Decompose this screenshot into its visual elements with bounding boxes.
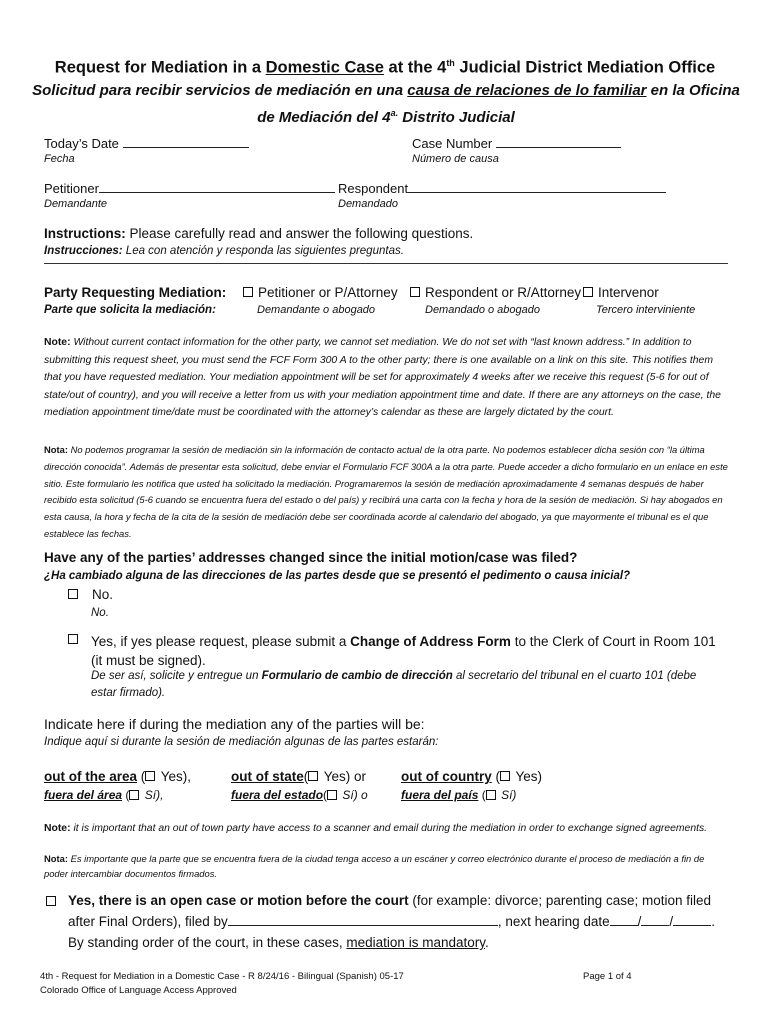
- address-question-es: ¿Ha cambiado alguna de las direcciones de las partes desde que se presentó el pedimento o causa inicial?: [44, 570, 631, 582]
- open-case-checkbox-wrap[interactable]: [46, 893, 61, 911]
- intervenor-checkbox[interactable]: [583, 287, 593, 297]
- note-out-of-town-es: Nota: Es importante que la parte que se encuentra fuera de la ciudad tenga acceso a un escáner y correo electrónico durante el proceso de mediación a fin de poder intercambiar documentos firmados.: [44, 853, 705, 879]
- out-of-state-option[interactable]: out of state( Yes) or: [231, 769, 367, 784]
- note-out-of-town: Note: it is important that an out of town party have access to a scanner and email during the mediation in order to exchange signed agreements.: [44, 823, 708, 834]
- petitioner-checkbox[interactable]: [243, 287, 253, 297]
- party-option-intervenor-es: Tercero interviniente: [596, 304, 696, 316]
- instructions: Instructions: Please carefully read and answer the following questions.: [44, 226, 474, 241]
- address-no-checkbox[interactable]: [68, 589, 78, 599]
- respondent-line[interactable]: [408, 180, 666, 193]
- page-title: Request for Mediation in a Domestic Case at the 4th Judicial District Mediation Office: [54, 58, 716, 77]
- case-number-field[interactable]: Case Number: [412, 135, 621, 151]
- petitioner-field[interactable]: Petitioner: [44, 180, 335, 196]
- filed-by-line[interactable]: [228, 913, 498, 926]
- page-title-spanish: Solicitud para recibir servicios de mediación en una causa de relaciones de lo familiar en la Oficina de Mediación del $4^{a.}$ Distrito Judicial: [32, 82, 740, 126]
- hearing-year-line[interactable]: [673, 913, 711, 926]
- out-of-state-option-es: fuera del estado( Sí) o: [231, 788, 368, 802]
- note-contact-info-es: Nota: No podemos programar la sesión de mediación sin la información de contacto actual de la otra parte. No podemos establecer dicha sesión con “la última dirección conocida”. Además de presentar esta solicitud, debe enviar el Formulario FCF 300A a la otra parte. Puede acceder a dicho formulario en un enlace en este sitio. Este formulario les notifica que usted ha solicitado la mediación. Programaremos la sesión de mediación aproximadamente 4 semanas después de haber recibido esta solicitud (5-6 cuando se encuentra fuera del estado o del país) y recibirá una carta con la fecha y hora de la sesión de mediación. Si hay abogados en esta causa, la hora y fecha de la cita de la sesión de mediación debe ser coordinada acorde al calendario del abogado, ya que mayormente el tribunal es el que establece las fechas.: [44, 444, 728, 539]
- party-option-respondent-es: Demandado o abogado: [425, 304, 540, 316]
- todays-date-label-es: Fecha: [44, 153, 75, 165]
- respondent-label-es: Demandado: [338, 198, 398, 210]
- out-of-area-checkbox-es[interactable]: [129, 790, 139, 800]
- indicate-location: Indicate here if during the mediation any of the parties will be:: [44, 716, 425, 732]
- out-of-area-option[interactable]: out of the area ( Yes),: [44, 769, 192, 784]
- hearing-month-line[interactable]: [610, 913, 638, 926]
- open-case-checkbox[interactable]: [46, 896, 56, 906]
- instructions-es: Instrucciones: Lea con atención y responda las siguientes preguntas.: [44, 245, 404, 257]
- petitioner-line[interactable]: [99, 180, 335, 193]
- footer-form-id: 4th - Request for Mediation in a Domestic Case - R 8/24/16 - Bilingual (Spanish) 05-17: [40, 971, 404, 982]
- page-number: Page 1 of 4: [583, 971, 632, 982]
- footer-approval: Colorado Office of Language Access Approved: [40, 985, 237, 996]
- todays-date-line[interactable]: [123, 135, 249, 148]
- note-contact-info: Note: Without current contact information for the other party, we cannot set mediation. We do not set with “last known address.” In addition to submitting this request sheet, you must send the FCF Form 300 A to the other party; there is one available on a link on this site. This notifies them that you have requested mediation. Your mediation appointment will be set for approximately 4 weeks after we receive this request (5-6 for out of state/out of country), and you will receive a letter from us with your mediation appointment time and date. If there are any attorneys on the case, the mediation appointment time/date must be coordinated with the attorney’s calendar as these are largely dictated by the court.: [44, 337, 721, 418]
- party-option-petitioner[interactable]: Petitioner or P/Attorney: [243, 285, 398, 300]
- out-of-country-checkbox[interactable]: [500, 771, 510, 781]
- respondent-checkbox[interactable]: [410, 287, 420, 297]
- out-of-area-checkbox[interactable]: [145, 771, 155, 781]
- open-case-statement: Yes, there is an open case or motion before the court (for example: divorce; parenting case; motion filed after Final Orders), filed by , next hearing date / / . By standing order of the court, in these cases, mediation is mandatory.: [68, 893, 715, 950]
- divider: [44, 263, 728, 264]
- out-of-country-option[interactable]: out of country ( Yes): [401, 769, 543, 784]
- case-number-line[interactable]: [496, 135, 621, 148]
- party-requesting-label: Party Requesting Mediation:: [44, 285, 227, 300]
- address-option-yes-es: De ser así, solicite y entregue un Formulario de cambio de dirección al secretario del tribunal en el cuarto 101 (debe estar firmado).: [91, 670, 697, 699]
- out-of-area-option-es: fuera del área ( Sí),: [44, 788, 164, 802]
- out-of-country-checkbox-es[interactable]: [486, 790, 496, 800]
- address-option-no-es: No.: [91, 607, 109, 619]
- party-requesting-label-es: Parte que solicita la mediación:: [44, 304, 216, 316]
- petitioner-label-es: Demandante: [44, 198, 107, 210]
- respondent-field[interactable]: Respondent: [338, 180, 666, 196]
- party-option-petitioner-es: Demandante o abogado: [257, 304, 376, 316]
- address-option-no[interactable]: No.: [68, 587, 113, 602]
- case-number-label-es: Número de causa: [412, 153, 499, 165]
- indicate-location-es: Indique aquí si durante la sesión de mediación algunas de las partes estarán:: [44, 736, 439, 748]
- todays-date-field[interactable]: Today’s Date: [44, 135, 249, 151]
- out-of-state-checkbox[interactable]: [308, 771, 318, 781]
- out-of-state-checkbox-es[interactable]: [327, 790, 337, 800]
- address-option-yes: Yes, if yes please request, please submit a Change of Address Form to the Clerk of Court in Room 101 (it must be signed).: [91, 634, 716, 668]
- party-option-respondent[interactable]: Respondent or R/Attorney: [410, 285, 581, 300]
- party-option-intervenor[interactable]: Intervenor: [583, 285, 659, 300]
- address-yes-checkbox[interactable]: [68, 634, 78, 644]
- hearing-day-line[interactable]: [641, 913, 669, 926]
- address-question: Have any of the parties’ addresses changed since the initial motion/case was filed?: [44, 550, 578, 565]
- out-of-country-option-es: fuera del país ( Sí): [401, 788, 517, 802]
- address-option-yes-checkbox-wrap[interactable]: [68, 632, 83, 647]
